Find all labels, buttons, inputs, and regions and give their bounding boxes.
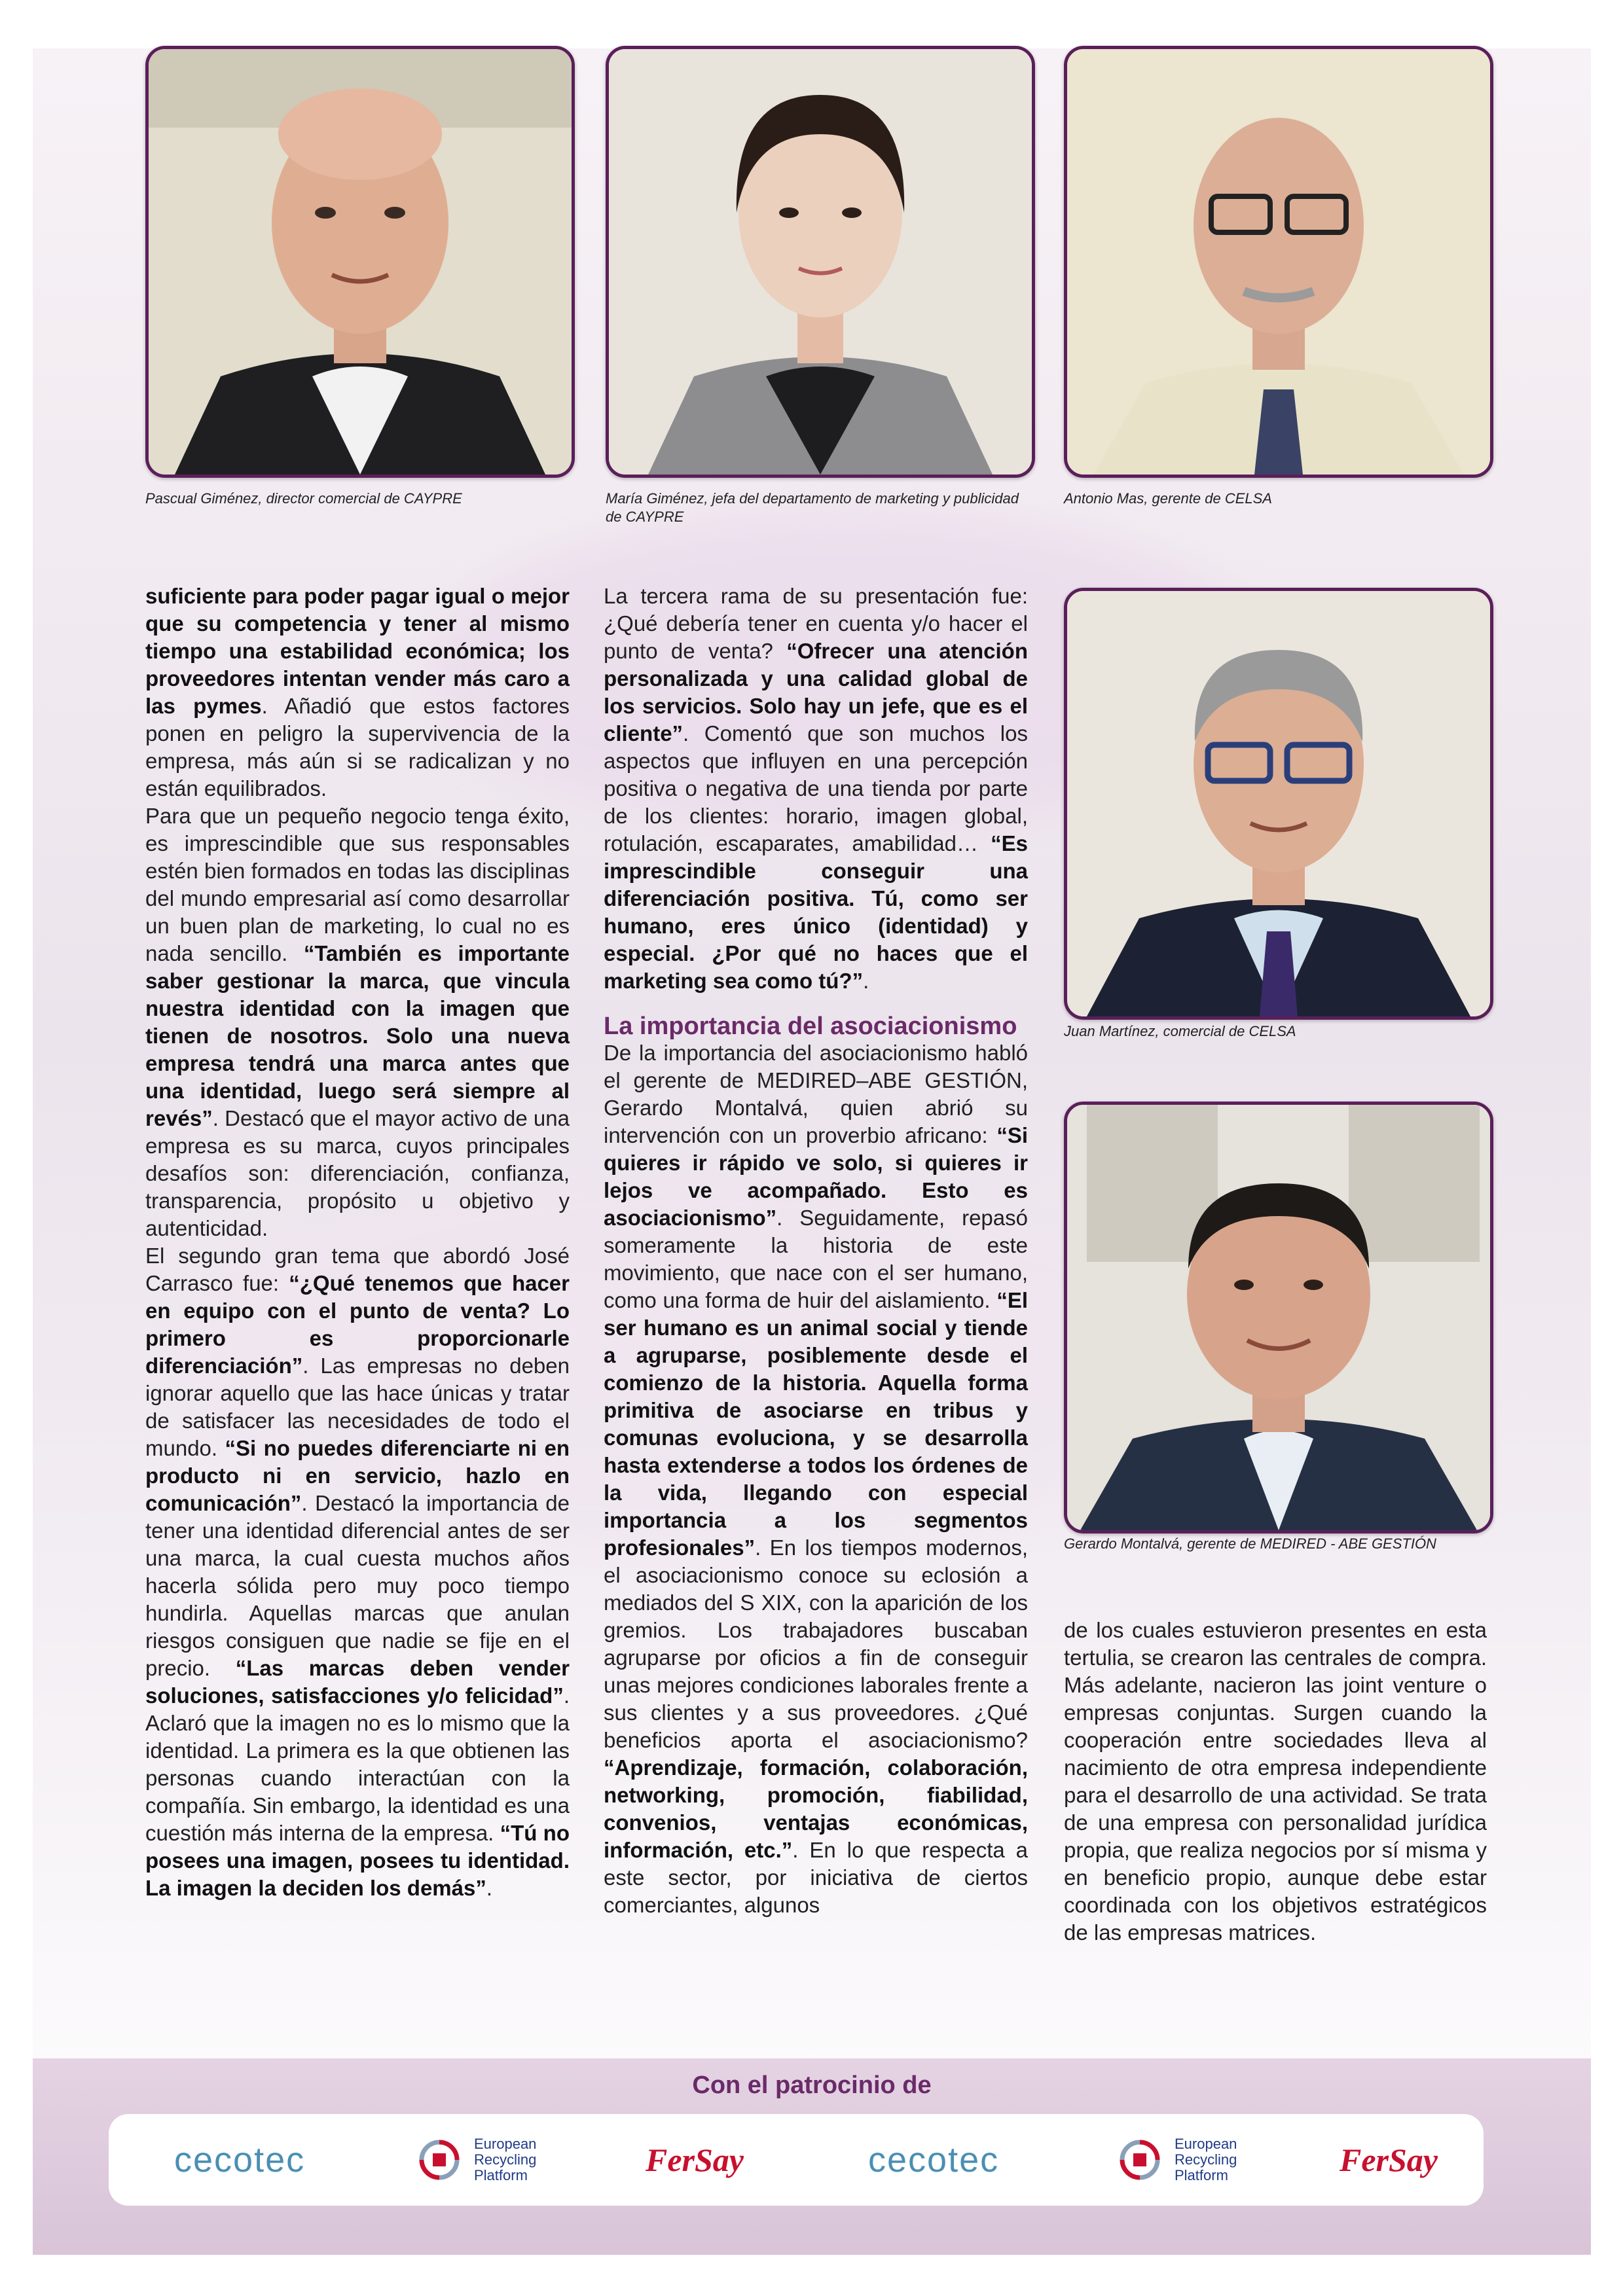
body-text: . Destacó que el mayor activo de una empresa es su marca, cuyos principales desafíos son: diferenciación, confianza, transparencia, propósito u objetivo y autenticidad. <box>145 1106 570 1240</box>
recycling-icon <box>416 2137 462 2183</box>
photo-gerardo-montalva <box>1064 1102 1493 1534</box>
body-text: . Seguidamente, repasó someramente la historia de este movimiento, que nace con el ser humano, como una forma de huir del aislamiento. <box>604 1206 1028 1312</box>
erp-line: European <box>1175 2136 1237 2152</box>
body-text: . Las empresas no deben ignorar aquello que las hace únicas y tratar de satisfacer las necesidades de todo el mundo. <box>145 1354 570 1460</box>
quote: “El ser humano es un animal social y tiende a agruparse, posiblemente desde el comienzo de la historia. Aquella forma primitiva de asociarse en tribus y comunas evoluciona, y se desarrolla hasta extenderse a todos los órdenes de la vida, llegando con especial importancia a los segmentos profesionales” <box>604 1288 1028 1560</box>
cecotec-logo: cecotec <box>174 2140 306 2179</box>
erp-line: Platform <box>1175 2167 1228 2183</box>
body-text: de los cuales estuvieron presentes en esta tertulia, se crearon las centrales de compra. Más adelante, nacieron las joint venture o empresas conjuntas. Surgen cuando la cooperación entre sociedades lleva al nacimiento de otra empresa independiente para el desarrollo de una actividad. Se trata de una empresa con personalidad jurídica propia, que realiza negocios por sí misma y en beneficio propio, aunque debe estar coordinada con los objetivos estratégicos de las empresas matrices. <box>1064 1618 1487 1945</box>
quote: “También es importante saber gestionar la marca, que vincula nuestra identidad con la imagen que tienen de nosotros. Solo una nueva empresa tendrá una marca antes que una identidad, luego será siempre al revés” <box>145 941 570 1130</box>
caption-maria: María Giménez, jefa del departamento de marketing y publicidad de CAYPRE <box>606 490 1019 525</box>
caption-antonio: Antonio Mas, gerente de CELSA <box>1064 490 1272 507</box>
photo-antonio-mas <box>1064 46 1493 478</box>
quote: “Si no puedes diferenciarte ni en producto ni en servicio, hazlo en comunicación” <box>145 1436 570 1515</box>
section-heading: La importancia del asociacionismo <box>604 1013 1017 1040</box>
portrait-image <box>1067 1105 1490 1530</box>
portrait-image <box>609 49 1032 475</box>
body-text: . En los tiempos modernos, el asociacionismo conoce su eclosión a mediados del S XIX, con la aparición de los gremios. Los trabajadores buscaban agruparse por oficios a fin de conseguir unas mejores condiciones laborales frente a sus clientes y a sus proveedores. ¿Qué beneficios aporta el asociacionismo? <box>604 1535 1028 1752</box>
erp-logo-2 <box>1117 2114 1237 2206</box>
quote: “Si quieres ir rápido ve solo, si quieres ir lejos ve acompañado. Esto es asociacionismo” <box>604 1123 1028 1230</box>
quote: “Tú no posees una imagen, posees tu identidad. La imagen la deciden los demás” <box>145 1821 570 1900</box>
caption-juan: Juan Martínez, comercial de CELSA <box>1064 1023 1296 1039</box>
portrait-image <box>1067 49 1490 475</box>
quote: suficiente para poder pagar igual o mejor que su competencia y tener al mismo tiempo una estabilidad económica; los proveedores intentan vender más caro a las pymes <box>145 584 570 718</box>
body-text: . Comentó que son muchos los aspectos que influyen en una percepción positiva o negativa de una tienda por parte de los clientes: horario, imagen global, rotulación, escaparates, amabilidad… <box>604 721 1028 855</box>
cecotec-logo-2: cecotec <box>868 2140 1000 2179</box>
recycling-icon <box>1117 2137 1163 2183</box>
caption-pascual: Pascual Giménez, director comercial de CAYPRE <box>145 490 462 507</box>
quote: “¿Qué tenemos que hacer en equipo con el punto de venta? Lo primero es proporcionarle diferenciación” <box>145 1271 570 1378</box>
body-text: . Añadió que estos factores ponen en peligro la supervivencia de la empresa, más aún si se radicalizan y no están equilibrados. <box>145 694 570 800</box>
erp-line: Recycling <box>474 2151 537 2168</box>
quote: “Ofrecer una atención personalizada y una calidad global de los servicios. Solo hay un jefe, que es el cliente” <box>604 639 1028 745</box>
fersay-logo: FerSay <box>646 2142 744 2178</box>
body-text: De la importancia del asociacionismo habló el gerente de MEDIRED–ABE GESTIÓN, Gerardo Montalvá, quien abrió su intervención con un proverbio africano: <box>604 1041 1028 1147</box>
body-text: El segundo gran tema que abordó José Carrasco fue: <box>145 1244 570 1295</box>
photo-juan-martinez <box>1064 588 1493 1020</box>
quote: “Es imprescindible conseguir una diferenciación positiva. Tú, como ser humano, eres único (identidad) y especial. ¿Por qué no haces que el marketing sea como tú?” <box>604 831 1028 993</box>
portrait-image <box>149 49 572 475</box>
body-text: . En lo que respecta a este sector, por iniciativa de ciertos comerciantes, algunos <box>604 1838 1028 1917</box>
photo-pascual-gimenez <box>145 46 575 478</box>
body-text: . Destacó la importancia de tener una identidad diferencial antes de ser una marca, la cual cuesta muchos años hacerla sólida pero muy poco tiempo hundirla. Aquellas marcas que anulan riesgos consiguen que nadie se fije en el precio. <box>145 1491 570 1680</box>
article-column-1 <box>145 583 570 1902</box>
body-text: . Aclaró que la imagen no es lo mismo que la identidad. La primera es la que obtienen las personas cuando interactúan con la compañía. Sin embargo, la identidad es una cuestión más interna de la empresa. <box>145 1683 570 1845</box>
body-text: La tercera rama de su presentación fue: ¿Qué debería tener en cuenta y/o hacer el punto de venta? <box>604 584 1028 663</box>
portrait-image <box>1067 591 1490 1016</box>
quote: “Aprendizaje, formación, colaboración, networking, promoción, fiabilidad, convenios, ventajas económicas, información, etc.” <box>604 1755 1028 1862</box>
caption-gerardo: Gerardo Montalvá, gerente de MEDIRED - ABE GESTIÓN <box>1064 1535 1436 1552</box>
body-text: . <box>486 1876 493 1900</box>
sponsor-title: Con el patrocinio de <box>692 2072 932 2099</box>
erp-wordmark <box>1175 2136 1237 2183</box>
erp-wordmark <box>474 2136 536 2183</box>
article-column-2 <box>604 583 1028 1919</box>
erp-line: Platform <box>474 2167 528 2183</box>
erp-line: Recycling <box>1175 2151 1237 2168</box>
photo-maria-gimenez <box>606 46 1035 478</box>
article-column-3 <box>1064 1617 1487 1946</box>
body-text: Para que un pequeño negocio tenga éxito, es imprescindible que sus responsables estén bien formados en todas las disciplinas del mundo empresarial así como desarrollar un buen plan de marketing, lo cual no es nada sencillo. <box>145 804 570 965</box>
erp-line: European <box>474 2136 537 2152</box>
fersay-logo-2: FerSay <box>1340 2142 1438 2178</box>
erp-logo <box>416 2114 536 2206</box>
quote: “Las marcas deben vender soluciones, satisfacciones y/o felicidad” <box>145 1656 570 1708</box>
body-text: . <box>863 969 869 993</box>
sponsor-logo-strip <box>109 2114 1484 2206</box>
